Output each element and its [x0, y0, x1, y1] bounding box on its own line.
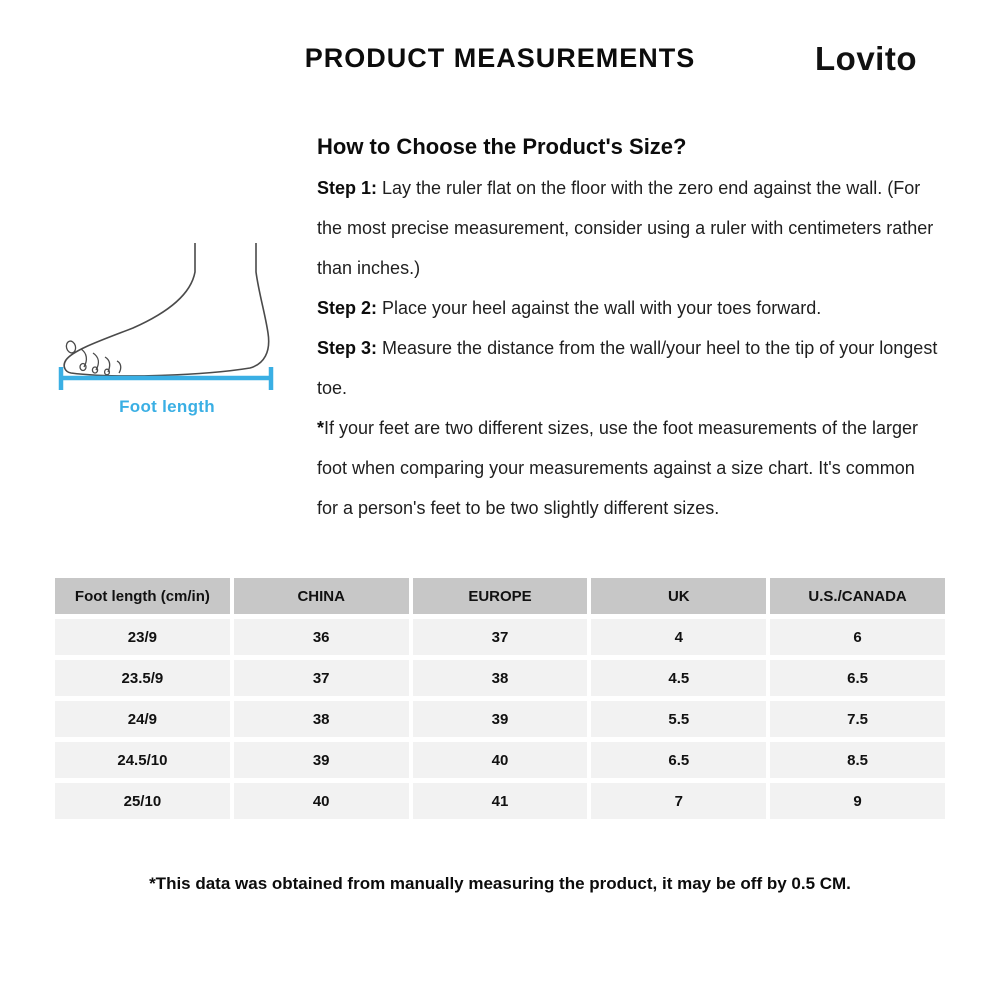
step-1-label: Step 1: [317, 178, 378, 198]
table-cell: 6.5 [591, 742, 766, 778]
guide-heading: How to Choose the Product's Size? [317, 134, 687, 159]
table-cell: 7 [591, 783, 766, 819]
column-header: U.S./CANADA [770, 578, 945, 614]
table-row [55, 660, 945, 696]
table-row [55, 742, 945, 778]
table-cell: 4.5 [591, 660, 766, 696]
size-guide-instructions [317, 134, 939, 528]
table-cell: 7.5 [770, 701, 945, 737]
table-cell: 6.5 [770, 660, 945, 696]
size-conversion-table [51, 573, 949, 824]
step-2-label: Step 2: [317, 298, 378, 318]
table-cell: 8.5 [770, 742, 945, 778]
table-cell: 41 [413, 783, 588, 819]
table-cell: 23.5/9 [55, 660, 230, 696]
foot-measurement-figure [57, 240, 277, 417]
table-cell: 23/9 [55, 619, 230, 655]
column-header: CHINA [234, 578, 409, 614]
column-header: UK [591, 578, 766, 614]
table-cell: 6 [770, 619, 945, 655]
toe-details [65, 340, 121, 375]
table-cell: 38 [234, 701, 409, 737]
foot-length-caption: Foot length [119, 397, 215, 416]
table-cell: 37 [234, 660, 409, 696]
step-3 [317, 328, 939, 408]
table-row [55, 783, 945, 819]
step-1-text: Lay the ruler flat on the floor with the zero end against the wall. (For the most precise measurement, consider using a ruler with centimeters rather than inches.) [317, 178, 934, 278]
table-row [55, 619, 945, 655]
table-cell: 39 [413, 701, 588, 737]
table-cell: 40 [234, 783, 409, 819]
table-cell: 37 [413, 619, 588, 655]
step-3-text: Measure the distance from the wall/your heel to the tip of your longest toe. [317, 338, 938, 398]
table-cell: 24.5/10 [55, 742, 230, 778]
foot-illustration [57, 240, 277, 394]
table-cell: 38 [413, 660, 588, 696]
table-cell: 40 [413, 742, 588, 778]
column-header: EUROPE [413, 578, 588, 614]
feet-sizes-note [317, 408, 939, 528]
column-header: Foot length (cm/in) [55, 578, 230, 614]
step-1 [317, 168, 939, 288]
measurement-disclaimer: *This data was obtained from manually measuring the product, it may be off by 0.5 CM. [149, 874, 851, 893]
note-asterisk: * [317, 418, 325, 438]
foot-outline [64, 243, 269, 376]
table-cell: 25/10 [55, 783, 230, 819]
table-cell: 24/9 [55, 701, 230, 737]
table-cell: 9 [770, 783, 945, 819]
table-cell: 4 [591, 619, 766, 655]
table-cell: 39 [234, 742, 409, 778]
brand-logo: Lovito [815, 40, 917, 77]
step-2 [317, 288, 939, 328]
table-cell: 36 [234, 619, 409, 655]
step-3-label: Step 3: [317, 338, 378, 358]
step-2-text: Place your heel against the wall with your toes forward. [382, 298, 822, 318]
table-cell: 5.5 [591, 701, 766, 737]
page-title: PRODUCT MEASUREMENTS [304, 43, 696, 73]
table-header-row [55, 578, 945, 614]
table-row [55, 701, 945, 737]
note-text: If your feet are two different sizes, use the foot measurements of the larger foot when comparing your measurements against a size chart. It's common for a person's feet to be two slightly different sizes. [317, 418, 918, 518]
